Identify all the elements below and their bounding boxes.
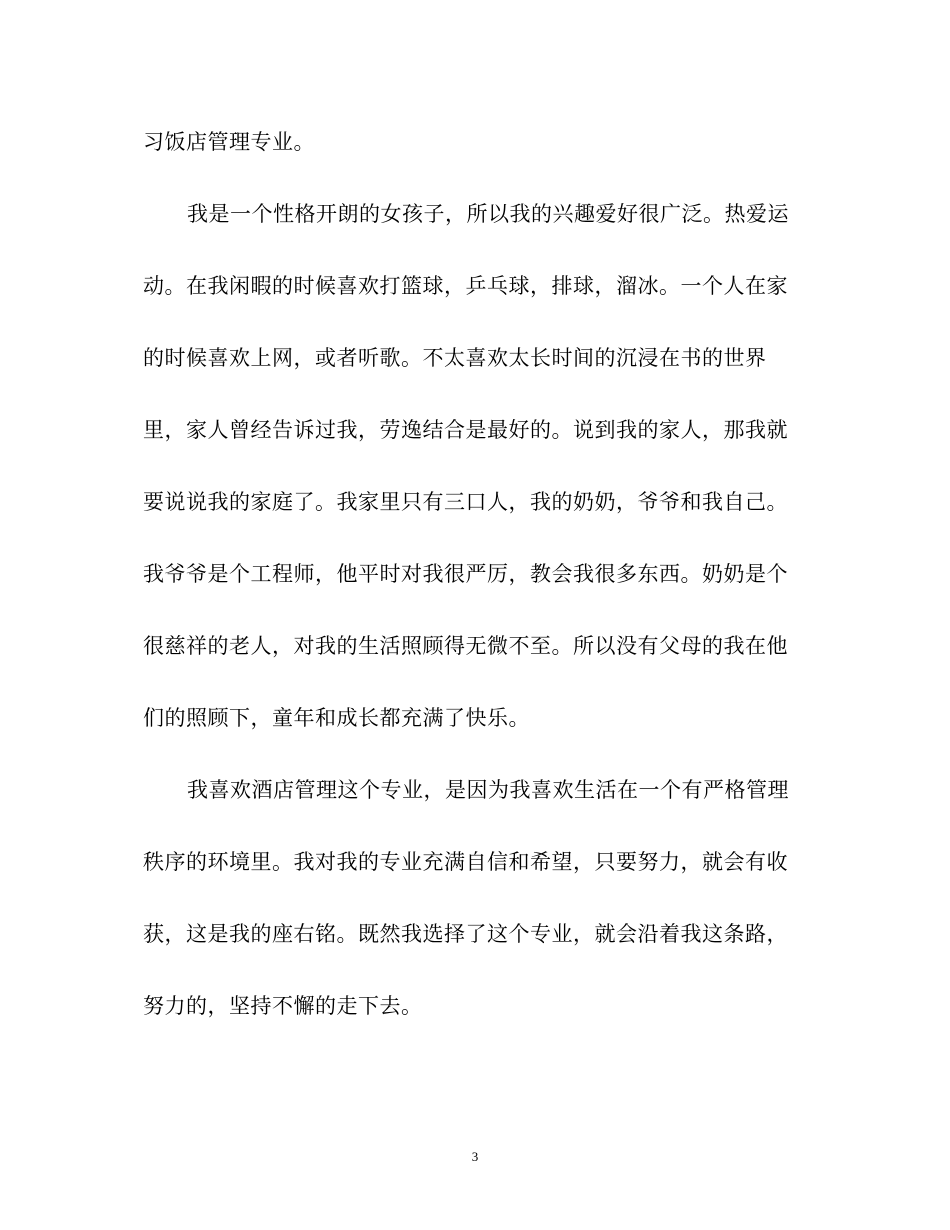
paragraph-line: 获，这是我的座右铭。既然我选择了这个专业，就会沿着我这条路，	[143, 922, 788, 946]
paragraph-line: 我喜欢酒店管理这个专业，是因为我喜欢生活在一个有严格管理	[187, 778, 789, 802]
paragraph-line: 们的照顾下，童年和成长都充满了快乐。	[143, 706, 530, 730]
paragraph-line: 很慈祥的老人，对我的生活照顾得无微不至。所以没有父母的我在他	[143, 634, 788, 658]
page-number: 3	[471, 1149, 479, 1164]
paragraph-line: 习饭店管理专业。	[143, 130, 315, 154]
paragraph-line: 我爷爷是个工程师，他平时对我很严厉，教会我很多东西。奶奶是个	[143, 562, 788, 586]
paragraph-line: 的时候喜欢上网，或者听歌。不太喜欢太长时间的沉浸在书的世界	[143, 346, 767, 370]
paragraph-line: 要说说我的家庭了。我家里只有三口人，我的奶奶，爷爷和我自己。	[143, 490, 788, 514]
paragraph-line: 努力的，坚持不懈的走下去。	[143, 994, 423, 1018]
paragraph-line: 秩序的环境里。我对我的专业充满自信和希望，只要努力，就会有收	[143, 850, 788, 874]
paragraph-line: 我是一个性格开朗的女孩子，所以我的兴趣爱好很广泛。热爱运	[187, 202, 789, 226]
paragraph-line: 里，家人曾经告诉过我，劳逸结合是最好的。说到我的家人，那我就	[143, 418, 788, 442]
paragraph-line: 动。在我闲暇的时候喜欢打篮球，乒乓球，排球，溜冰。一个人在家	[143, 274, 788, 298]
